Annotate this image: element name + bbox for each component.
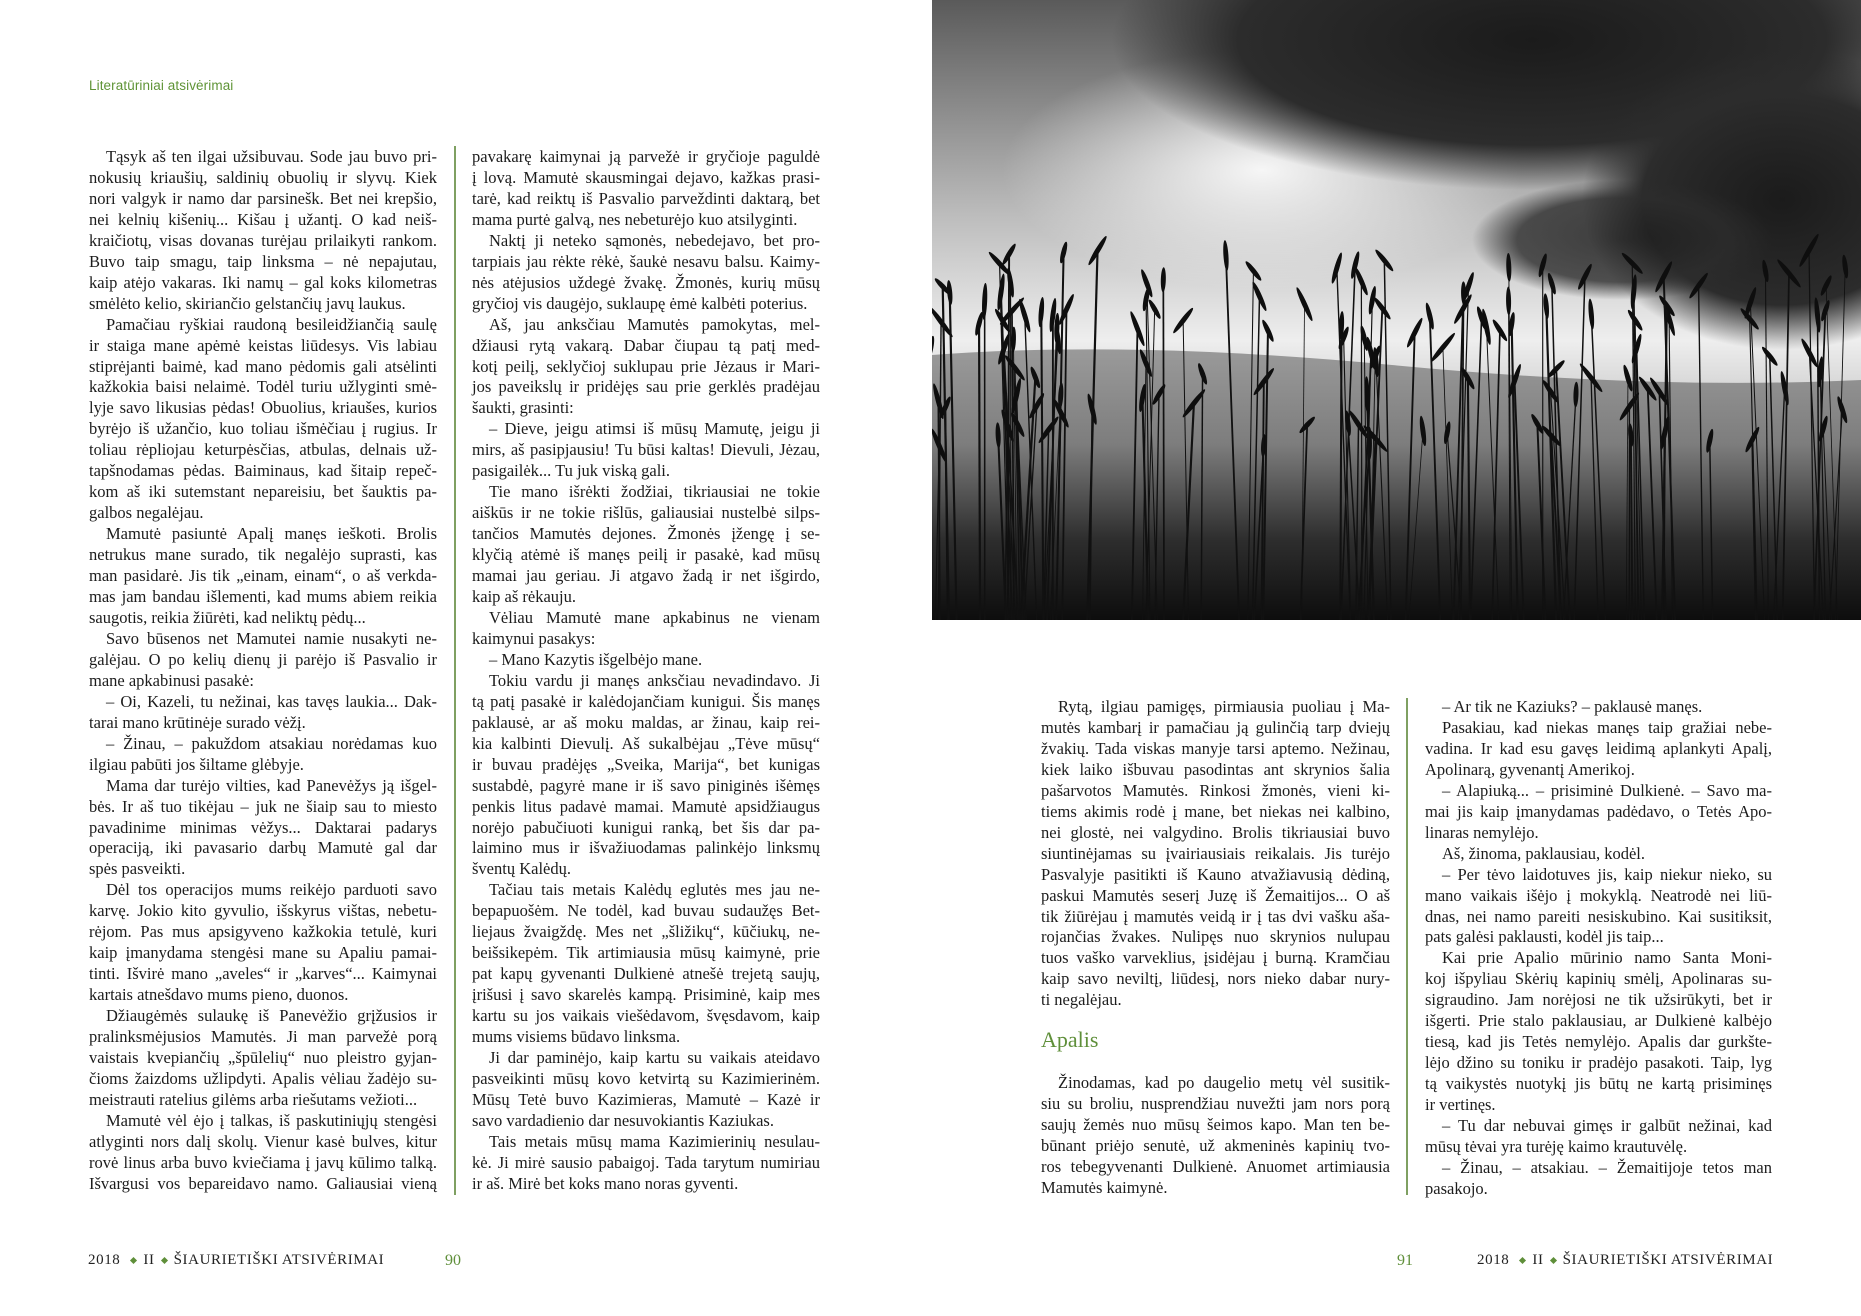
text-line: ti negalėjau.: [1041, 990, 1122, 1010]
text-line: rovė linus arba buvo kviečiama į javų kūlimo talką.: [89, 1152, 437, 1172]
footer-year: 2018: [88, 1252, 121, 1268]
text-line: tiems akimis rodė į mane, bet niekas nei kalbino,: [1041, 801, 1390, 821]
wheat-stalk: [1163, 280, 1164, 620]
paragraph: [89, 147, 437, 315]
text-line: smėlėto kelio, skiriančio gelstančių javų laukus.: [89, 293, 406, 313]
text-line: Apolinarą, gyvenantį Amerikoj.: [1425, 759, 1635, 779]
text-line: tarai mano krūtinėje surado vėžį.: [89, 712, 306, 732]
diamond-bullet-icon: [1550, 1257, 1557, 1264]
text-line: kartu su jos vaikais viešėdavom, švęsdavom, kaip: [472, 1006, 820, 1026]
paragraph: [472, 147, 820, 231]
wheat-field-photo: [932, 0, 1861, 620]
text-line: tančios Mamutės dejones. Žmonės įžengę į se-: [472, 524, 820, 544]
text-line: išgerti. Prie stalo paklausiau, ar Dulkienė kalbėjo: [1425, 1011, 1772, 1031]
text-line: Naktį ji neteko sąmonės, nebedejavo, bet pro-: [489, 230, 820, 250]
text-line: – Per tėvo laidotuves jis, kaip niekur nieko, su: [1442, 864, 1772, 884]
paragraph: [89, 1111, 437, 1195]
text-line: pašarvotos Mamutės. Rinkosi žmonės, vieni ki-: [1041, 780, 1390, 800]
text-line: karvę. Jokio kito gyvulio, išskyrus vištas, nebetu-: [89, 901, 437, 921]
text-line: meistrauti ratelius gilėms arba riešutams vežioti...: [89, 1089, 418, 1109]
paragraph: [89, 776, 437, 881]
text-line: tarė, kad reiktų iš Pasvalio parveždinti daktarą, bet: [472, 188, 820, 208]
text-line: – Ar tik ne Kaziuks? – paklausė manęs.: [1442, 697, 1703, 716]
text-line: Tais metais mūsų mama Kazimierinių nesulau-: [489, 1131, 820, 1151]
text-line: mano vaikais išėjo į mokyklą. Neatrodė nei liū-: [1425, 885, 1772, 905]
text-line: lyje savo likusias pėdas! Obuolius, kriaušes, kurios: [89, 398, 437, 418]
diamond-bullet-icon: [161, 1257, 168, 1264]
text-line: paklausė, ar aš moku maldas, ar žinau, kaip rei-: [472, 712, 820, 732]
text-line: toliau rėpliojau keturpėsčias, atbulas, delnais už-: [89, 440, 437, 460]
text-line: mama purtė galvą, nes nebeturėjo kuo atsilyginti.: [472, 209, 798, 229]
diamond-bullet-icon: [130, 1257, 137, 1264]
footer-issue: II: [143, 1252, 155, 1268]
diamond-bullet-icon: [1519, 1257, 1526, 1264]
text-line: kaimynui pasakys:: [472, 628, 596, 648]
text-line: operaciją, iki pavasario darbų Mamutė gal dar: [89, 838, 437, 858]
paragraph: [89, 734, 437, 776]
text-line: koj išpyliau Skėrių kapinių smėlį, Apolinaras su-: [1425, 969, 1772, 989]
paragraph: [472, 482, 820, 608]
text-line: pralinksmėjusios Mamutės. Ji man parvežė porą: [89, 1027, 437, 1047]
text-line: ir aš. Mirė bet koks mano noras gyventi.: [472, 1173, 739, 1193]
text-line: galbos negalėjau.: [89, 503, 204, 523]
text-line: vaistais kvepiančių „špūlelių“ nuo pleistro gyjan-: [89, 1047, 437, 1067]
text-line: mas jam bandau išlementi, kad mums abiem reikia: [89, 587, 437, 607]
text-line: jos paveikslų ir pridėjęs sau prie gerklės pradėjau: [472, 377, 820, 397]
paragraph: [89, 1006, 437, 1111]
text-line: tik žiūrėjau į mamutės veidą ir į tas dvi vašku aša-: [1041, 906, 1390, 926]
text-line: dnas, nei namo pareiti nesiskubino. Kai susitiksit,: [1425, 906, 1772, 926]
text-line: Pasvalyje pasitikti iš Kauno atvažiavusią dėdiną,: [1041, 864, 1390, 884]
text-line: Pamačiau ryškiai raudoną besileidžiančią saulę: [106, 314, 437, 334]
text-line: Išvargusi vos bepareidavo namo. Galiausiai vieną: [89, 1173, 437, 1193]
text-line: – Alapiuką... – prisiminė Dulkienė. – Savo ma-: [1442, 780, 1772, 800]
text-line: bepapuošėm. Ne todėl, kad buvau sudaužęs Bet-: [472, 901, 820, 921]
text-line: kė. Ji mirė sausio pabaigoj. Tada tarytum numiriau: [472, 1152, 820, 1172]
text-line: laimino mus ir išvažiuodamas palinkėjo linksmų: [472, 838, 820, 858]
text-line: ir vertinęs.: [1425, 1095, 1496, 1115]
paragraph: [1425, 948, 1772, 1116]
text-line: – Žinau, – pakuždom atsakiau norėdamas kuo: [106, 733, 437, 753]
text-line: nei glostė, nei valgydino. Brolis tikriausiai buvo: [1041, 822, 1390, 842]
text-line: – Žinau, – atsakiau. – Žemaitijoje tetos man: [1442, 1157, 1772, 1177]
text-line: Mamutės kaimynė.: [1041, 1178, 1168, 1198]
text-line: kiek laiko išbuvau pasodintas ant skrynios šalia: [1041, 759, 1390, 779]
text-line: Tokiu vardu ji manęs anksčiau nevadindavo. Ji: [489, 670, 820, 690]
text-line: kom aš iki sutemstant nepareisiu, bet šauktis pa-: [89, 482, 437, 502]
paragraph: [472, 419, 820, 482]
text-line: tapšnodamas pėdas. Baiminaus, kad šitaip repeč-: [89, 461, 437, 481]
text-line: byrėjo iš užančio, kuo toliau išmėčiau į rugius. Ir: [89, 419, 437, 439]
section-header: Literatūriniai atsivėrimai: [89, 78, 234, 93]
paragraph: [472, 1048, 820, 1132]
text-line: siuntinėjamas su įvairiausiais reikalais. Jis turėjo: [1041, 843, 1390, 863]
paragraph: [1425, 1116, 1772, 1158]
text-line: saugotis, reikia žiūrėti, kad neliktų pėdų...: [89, 607, 366, 627]
text-line: Dėl tos operacijos mums reikėjo parduoti savo: [106, 880, 437, 900]
text-line: paskui Mamutės seserį Juzę iš Žemaitijos... O aš: [1041, 885, 1390, 905]
page-number-left: 90: [445, 1252, 461, 1269]
text-line: spės pasveikti.: [89, 859, 186, 879]
text-line: kia kalbinti Dievulį. Aš sukalbėjau „Tėve mūsų“: [472, 733, 820, 753]
paragraph: [472, 315, 820, 420]
text-line: į lovą. Mamutė skausmingai dejavo, kažkas prasi-: [472, 167, 820, 187]
text-line: vadina. Ir kad esu gavęs leidimą aplankyti Apalį,: [1425, 738, 1772, 758]
text-line: sustabdė, pagyrė mane ir iš savo piniginės išėmęs: [472, 775, 820, 795]
wheat-stalk: [979, 324, 980, 620]
text-line: Tie mano išrėkti žodžiai, tikriausiai ne tokie: [489, 482, 820, 502]
text-line: mirs, aš pasipjausiu! Tu būsi kaltas! Dievuli, Jėzau,: [472, 440, 820, 460]
paragraph: [1041, 1073, 1390, 1199]
text-line: – Mano Kazytis išgelbėjo mane.: [489, 649, 703, 669]
text-line: – Oi, Kazeli, tu nežinai, kas tavęs laukia... Dak-: [106, 691, 437, 711]
footer-magazine-title: ŠIAURIETIŠKI ATSIVĖRIMAI: [1562, 1252, 1774, 1268]
paragraph: [1425, 1158, 1772, 1200]
text-line: mums visiems būdavo linksma.: [472, 1027, 681, 1047]
paragraph: [1425, 844, 1772, 865]
text-line: Mūsų Tetė buvo Kazimieras, Mamutė – Kazė ir: [472, 1089, 820, 1109]
text-line: liejaus žvaigždę. Mes net „šližikų“, kūčiukų, ne-: [472, 922, 820, 942]
text-line: čioms žaizdoms užlipdyti. Apalis vėliau žadėjo su-: [89, 1068, 437, 1088]
text-line: tarpiais jau rėkte rėkė, šaukė nesavu balsu. Kaimy-: [472, 251, 820, 271]
photo-storm-cloud: [1472, 180, 1772, 300]
paragraph: [472, 1132, 820, 1195]
text-line: Rytą, ilgiau pamigęs, pirmiausia puoliau į Ma-: [1058, 697, 1390, 716]
paragraph: [89, 692, 437, 734]
paragraph: [1425, 718, 1772, 781]
text-line: kaip įmanydama stengėsi mane su Apaliu pamai-: [89, 943, 437, 963]
text-line: Mamutė vėl ėjo į talkas, iš paskutiniųjų stengėsi: [106, 1110, 437, 1130]
text-line: pasakojo.: [1425, 1178, 1488, 1198]
paragraph: [472, 880, 820, 1048]
paragraph: [1425, 781, 1772, 844]
footer-issue: II: [1532, 1252, 1544, 1268]
text-line: galėjau. O po kelių dienų ji parėjo iš Pasvalio ir: [89, 649, 437, 669]
text-line: tuos vaško varveklius, įsidėjau į burną. Kramčiau: [1041, 948, 1390, 968]
text-line: Džiaugėmės sulaukę iš Panevėžio grįžusios ir: [106, 1006, 437, 1026]
text-line: kaip aš rėkauju.: [472, 587, 577, 607]
text-line: aiškūs ir ne tokie rišlūs, galiausiai nustelbė silps-: [472, 503, 820, 523]
text-line: penkis litus padavė mamai. Mamutė apsidžiaugus: [472, 796, 820, 816]
text-line: žvakių. Tada viskas manyje tarsi aptemo. Nežinau,: [1041, 738, 1390, 758]
text-line: tą patį pasakė ir kalėdojančiam kunigui. Šis manęs: [472, 691, 820, 711]
text-line: bės. Ir aš tuo tikėjau – juk ne šiaip sau to miesto: [89, 796, 437, 816]
text-line: kaip savo neviltį, liūdesį, nors nieko dabar nury-: [1041, 969, 1390, 989]
text-line: Aš, jau anksčiau Mamutės pamokytas, mel-: [489, 314, 820, 334]
column-rule-left-page: [454, 146, 456, 1195]
text-line: Tačiau tais metais Kalėdų eglutės mes jau ne-: [489, 880, 820, 900]
text-column-4: [1425, 697, 1772, 1200]
footer-magazine-title: ŠIAURIETIŠKI ATSIVĖRIMAI: [173, 1252, 385, 1268]
page-number-right: 91: [1397, 1252, 1413, 1269]
paragraph: [1425, 697, 1772, 718]
text-line: rojančias žvakes. Nulipęs nuo skrynios nulupau: [1041, 927, 1390, 947]
text-line: lėjo džino su toniku ir pradėjo pasakoti. Taip, lyg: [1425, 1053, 1772, 1073]
text-line: įrišusi į savo skarelės kampą. Prisiminė, kaip mes: [472, 985, 820, 1005]
text-line: mai jis kaip įmanydamas padėdavo, o Tetės Apo-: [1425, 801, 1772, 821]
text-line: norėjo pabučiuoti kunigui ranką, bet šis dar pa-: [472, 817, 820, 837]
text-column-2: [472, 147, 820, 1195]
text-line: atlyginti nors dalį skolų. Vienur kasė bulves, kitur: [89, 1131, 437, 1151]
photo-field: [932, 349, 1861, 620]
text-line: Mama dar turėjo vilties, kad Panevėžys ją išgel-: [106, 775, 437, 795]
text-column-3: [1041, 697, 1390, 1199]
text-line: beišsikepėm. Tik artimiausia mūsų kaimynė, prie: [472, 943, 820, 963]
text-line: tinti. Išvirė mano „aveles“ ir „karves“... Kaimynai: [89, 964, 437, 984]
text-line: mamai jau geriau. Ji atgavo žadą ir net išgirdo,: [472, 566, 820, 586]
text-line: būnant priėjo senutė, už akmeninės kapinių tvo-: [1041, 1136, 1390, 1156]
footer-left: [88, 1252, 384, 1269]
text-line: – Dieve, jeigu atimsi iš mūsų Mamutę, jeigu ji: [489, 419, 820, 439]
text-line: rėjom. Pas mus apsigyveno kažkokia tetulė, kuri: [89, 922, 437, 942]
text-line: man pasidarė. Jis tik „einam, einam“, o aš verkda-: [89, 566, 437, 586]
text-line: Žinodamas, kad po daugelio metų vėl susitik-: [1058, 1073, 1390, 1093]
text-line: gryčioj vis daugėjo, suklaupę ėmė kalbėti poterius.: [472, 293, 808, 313]
text-line: ir staiga mane apėmė keistas liūdesys. Vis labiau: [89, 335, 437, 355]
text-line: kotį peilį, seklyčioj suklupau prie Jėzaus ir Mari-: [472, 356, 820, 376]
text-line: kažkokia baisi nelaimė. Todėl turiu užlyginti smė-: [89, 377, 437, 397]
text-line: pavadinime minimas vėžys... Daktarai padarys: [89, 817, 437, 837]
text-line: nokusių kriaušių, saldinių obuolių ir slyvų. Kiek: [89, 167, 437, 187]
text-line: savo vardadienio dar nesuvokiantis Kaziukas.: [472, 1110, 774, 1130]
paragraph: [89, 524, 437, 629]
footer-right: [1477, 1252, 1773, 1269]
text-line: ilgiau pabūti jos šiltame glėbyje.: [89, 754, 304, 774]
text-line: nės atėjusios uždegė žvakę. Žmonės, kurių mūsų: [472, 272, 820, 292]
paragraph: [472, 650, 820, 671]
text-line: Tąsyk aš ten ilgai užsibuvau. Sode jau buvo pri-: [106, 147, 437, 166]
text-line: pasveikinti mūsų kovo ketvirtą su Kazimierinėm.: [472, 1068, 820, 1088]
text-line: džiausi rytą vakarą. Dabar čiupau tą patį med-: [472, 335, 820, 355]
text-line: netrukus mane surado, tik negalėjo suprasti, kas: [89, 545, 437, 565]
text-line: pat kapų gyvenanti Dulkienė atnešė trejetą saujų,: [472, 964, 820, 984]
text-line: mane apkabinusi pasakė:: [89, 670, 254, 690]
text-line: Savo būsenos net Mamutei namie nusakyti ne-: [106, 628, 437, 648]
text-line: nori valgyk ir namo dar parsinešk. Bet nei krepšio,: [89, 188, 437, 208]
text-line: Aš, žinoma, paklausiau, kodėl.: [1442, 843, 1645, 863]
text-line: siu su broliu, nusprendžiau nuvežti jam nors porą: [1041, 1094, 1390, 1114]
text-line: ir buvau pradėjęs „Sveika, Marija“, bet kunigas: [472, 754, 820, 774]
text-line: Pasakiau, kad niekas manęs taip gražiai nebe-: [1442, 717, 1772, 737]
paragraph: [89, 629, 437, 692]
text-line: klyčią atėmė iš manęs peilį ir pasakė, kad mūsų: [472, 545, 820, 565]
section-heading: Apalis: [1041, 1027, 1099, 1053]
text-line: linaras nemylėjo.: [1425, 822, 1539, 842]
paragraph: [89, 315, 437, 525]
text-line: tiesą, kad jis Tetės nemylėjo. Apalis dar gurkšte-: [1425, 1032, 1772, 1052]
text-line: Ji dar paminėjo, kaip kartu su vaikais ateidavo: [489, 1047, 820, 1067]
text-line: šaukti, grasinti:: [472, 398, 574, 418]
text-line: pavakarę kaimynai ją parvežė ir gryčioje paguldė: [472, 147, 820, 166]
text-line: ros tebegyvenanti Dulkienė. Anuomet artimiausia: [1041, 1157, 1390, 1177]
text-line: pasigailėk... Tu juk viską gali.: [472, 461, 670, 481]
text-line: nei kelnių kišenių... Kišau į užantį. O kad neiš-: [89, 209, 437, 229]
text-line: tą vaikystės nuotykį jis būtų ne kartą prisiminęs: [1425, 1074, 1772, 1094]
column-rule-right-page: [1406, 698, 1408, 1195]
text-line: mūsų tėvai yra turėję kaimo krautuvėlę.: [1425, 1137, 1688, 1157]
footer-year: 2018: [1477, 1252, 1510, 1268]
text-line: stiprėjanti baimė, kad mano pėdomis gali atsėlinti: [89, 356, 437, 376]
text-line: saujų žemės nuo mūsų šeimos kapo. Man ten be-: [1041, 1115, 1390, 1135]
paragraph: [1041, 697, 1390, 1011]
paragraph: [472, 231, 820, 315]
text-line: kartais atnešdavo mums pieno, duonos.: [89, 985, 349, 1005]
text-line: Vėliau Mamutė mane apkabinus ne vienam: [489, 607, 820, 627]
wheat-stalk: [1340, 325, 1341, 620]
text-line: Kai prie Apalio mūrinio namo Santa Moni-: [1442, 948, 1772, 968]
text-line: šventų Kalėdų.: [472, 859, 571, 879]
text-line: mutės kambarį ir pamačiau ją gulinčią tarp dviejų: [1041, 717, 1390, 737]
text-line: kraičiotų, visas dovanas turėjau prilaikyti rankom.: [89, 230, 437, 250]
paragraph: [472, 671, 820, 881]
text-line: kaip atėjo vakaras. Iki namų – gal koks kilometras: [89, 272, 437, 292]
text-line: pats galėsi paklausti, kodėl jis taip...: [1425, 927, 1664, 947]
paragraph: [472, 608, 820, 650]
text-line: – Tu dar nebuvai gimęs ir galbūt nežinai, kad: [1442, 1116, 1772, 1136]
text-line: Buvo taip smagu, taip linksma – nė nepajutau,: [89, 251, 437, 271]
text-line: Mamutė pasiuntė Apalį manęs ieškoti. Brolis: [106, 524, 437, 544]
paragraph: [1425, 865, 1772, 949]
paragraph: [89, 880, 437, 1006]
text-column-1: [89, 147, 437, 1195]
text-line: sigraudino. Jam norėjosi ne tik užsirūkyti, bet ir: [1425, 990, 1772, 1010]
